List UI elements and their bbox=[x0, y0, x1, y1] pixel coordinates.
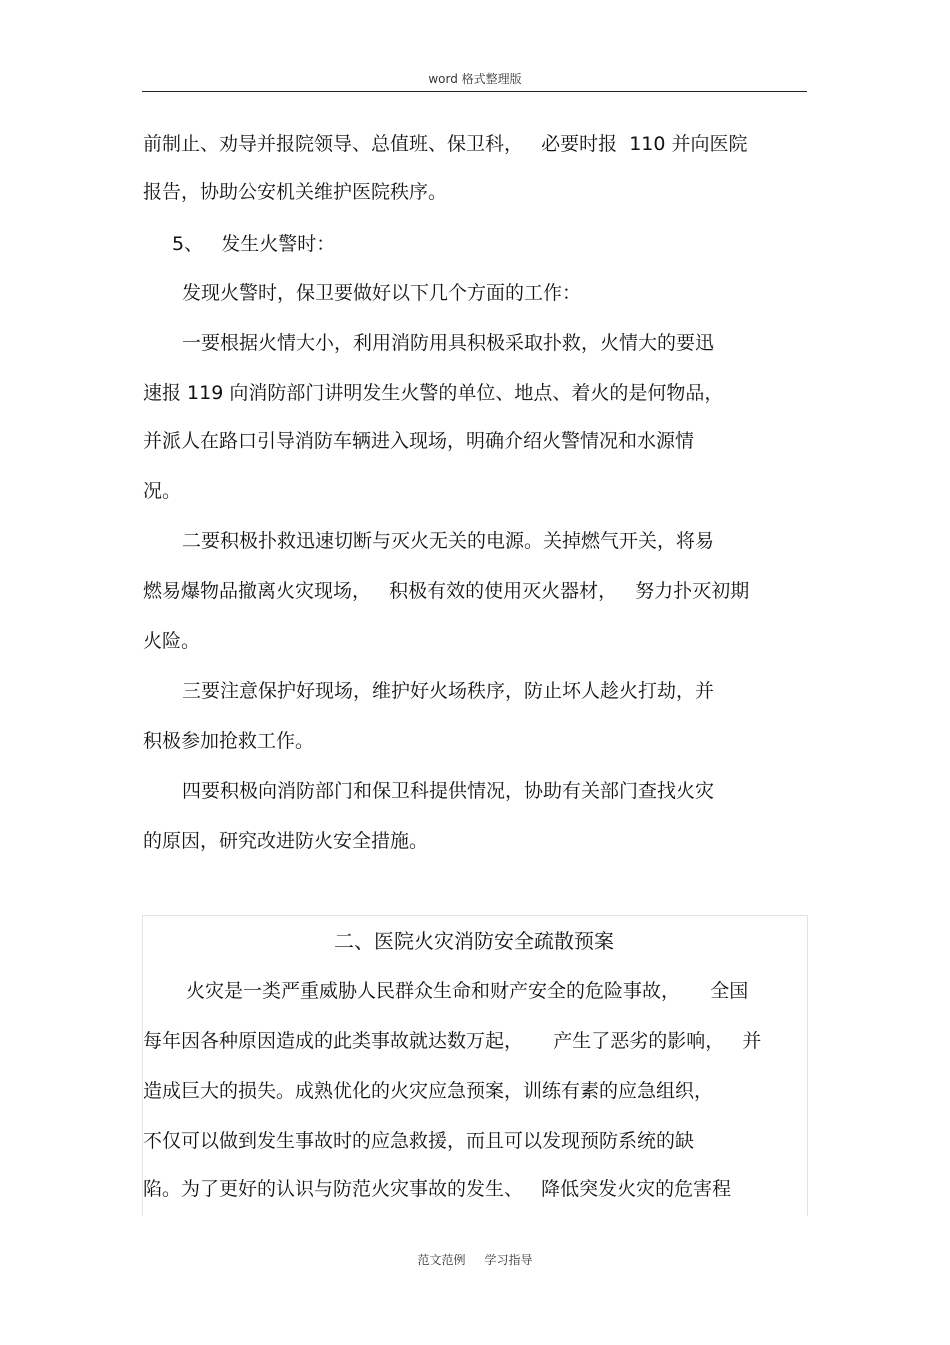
body-line-12: 三要注意保护好现场，维护好火场秩序，防止坏人趁火打劫，并 bbox=[182, 680, 715, 702]
section-line-5: 陷。为了更好的认识与防范火灾事故的发生、 降低突发火灾的危害程 bbox=[143, 1178, 732, 1200]
body-line-5: 一要根据火情大小，利用消防用具积极采取扑救，火情大的要迅 bbox=[182, 332, 715, 354]
section-title: 二、医院火灾消防安全疏散预案 bbox=[334, 929, 614, 953]
section-frame bbox=[142, 915, 808, 1216]
body-line-14: 四要积极向消防部门和保卫科提供情况，协助有关部门查找火灾 bbox=[182, 780, 715, 802]
body-line-4: 发现火警时，保卫要做好以下几个方面的工作： bbox=[182, 282, 582, 304]
body-line-8: 况。 bbox=[143, 480, 182, 502]
body-line-7: 并派人在路口引导消防车辆进入现场，明确介绍火警情况和水源情 bbox=[143, 430, 695, 452]
section-line-4: 不仅可以做到发生事故时的应急救援，而且可以发现预防系统的缺 bbox=[143, 1130, 695, 1152]
body-line-9: 二要积极扑救迅速切断与灭火无关的电源。关掉燃气开关，将易 bbox=[182, 530, 715, 552]
body-line-15: 的原因，研究改进防火安全措施。 bbox=[143, 830, 429, 852]
body-line-10: 燃易爆物品撤离火灾现场， 积极有效的使用灭火器材， 努力扑灭初期 bbox=[143, 580, 750, 602]
body-line-3: 5、 发生火警时： bbox=[172, 233, 336, 255]
section-line-3: 造成巨大的损失。成熟优化的火灾应急预案，训练有素的应急组织， bbox=[143, 1080, 714, 1102]
section-line-2: 每年因各种原因造成的此类事故就达数万起， 产生了恶劣的影响， 并 bbox=[143, 1030, 762, 1052]
body-line-6: 速报 119 向消防部门讲明发生火警的单位、地点、着火的是何物品， bbox=[143, 382, 724, 404]
body-line-1: 前制止、劝导并报院领导、总值班、保卫科， 必要时报 110 并向医院 bbox=[143, 133, 748, 155]
header-divider bbox=[142, 91, 807, 92]
page-footer: 范文范例 学习指导 bbox=[417, 1253, 533, 1267]
section-line-1: 火灾是一类严重威胁人民群众生命和财产安全的危险事故， 全国 bbox=[186, 980, 749, 1002]
body-line-2: 报告，协助公安机关维护医院秩序。 bbox=[143, 181, 448, 203]
body-line-13: 积极参加抢救工作。 bbox=[143, 730, 315, 752]
page-header: word 格式整理版 bbox=[428, 72, 522, 86]
body-line-11: 火险。 bbox=[143, 630, 201, 652]
